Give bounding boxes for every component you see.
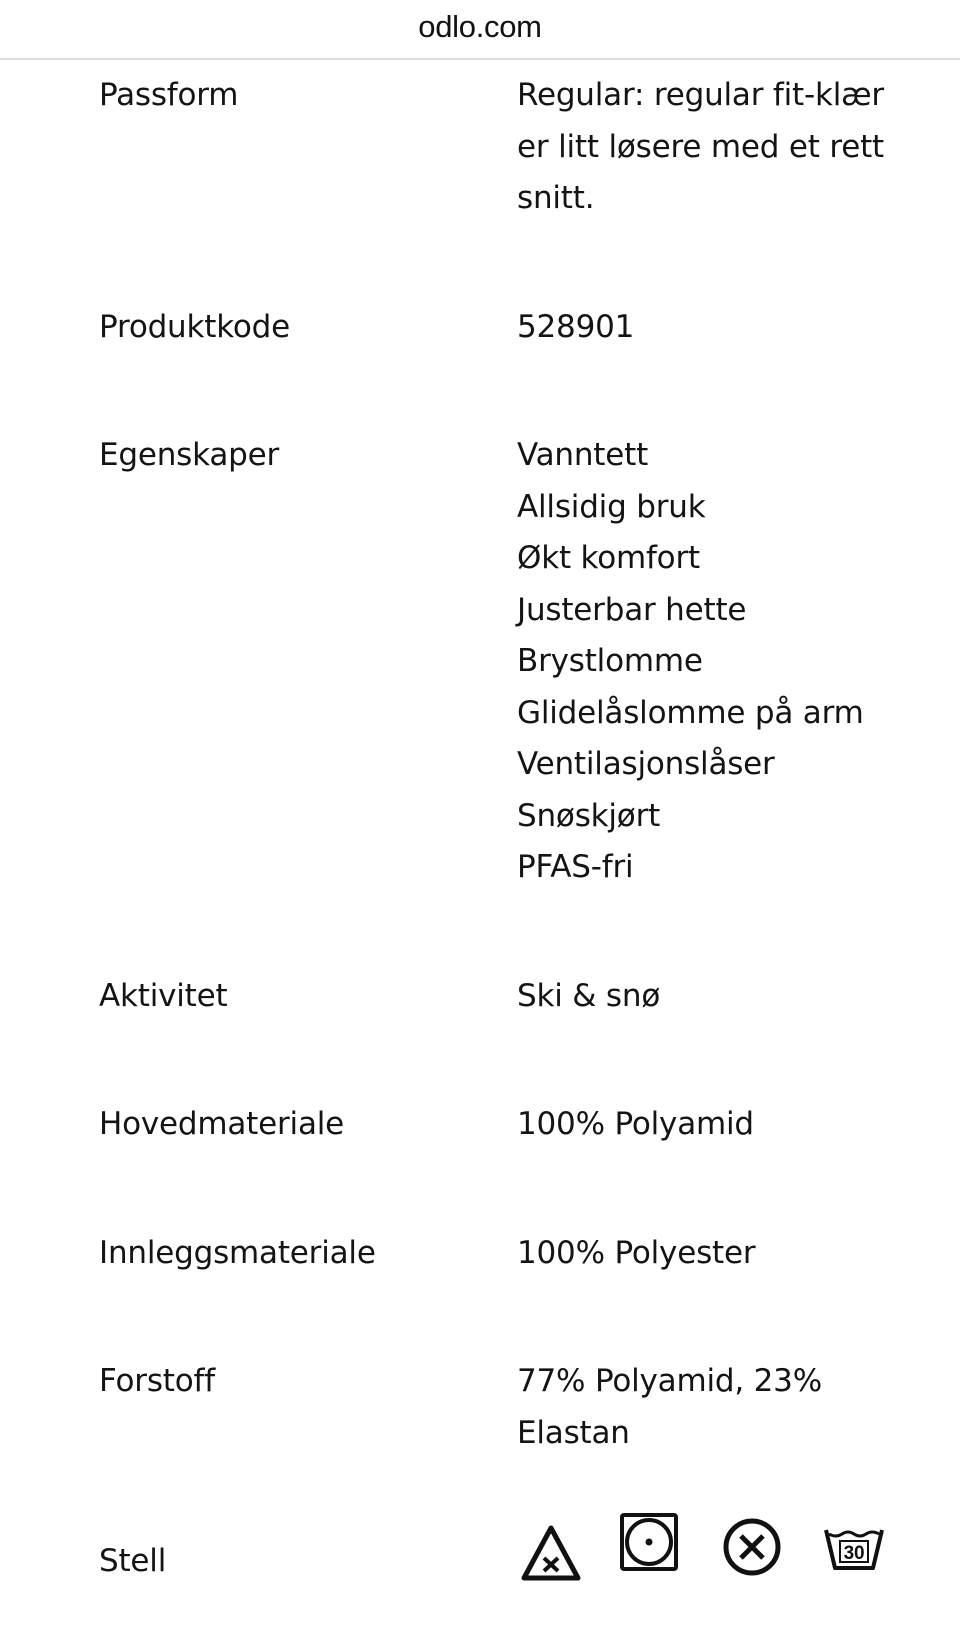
spec-row-forstoff	[99, 1356, 919, 1536]
feature-item: Justerbar hette	[517, 591, 747, 628]
spec-value: 77% Polyamid, 23% Elastan	[517, 1363, 822, 1451]
spec-label: Egenskaper	[99, 437, 280, 473]
feature-item: Glidelåslomme på arm	[517, 694, 864, 731]
spec-label: Forstoff	[99, 1363, 215, 1399]
no-dry-clean-icon	[721, 1516, 783, 1578]
browser-url-bar[interactable]	[0, 0, 960, 60]
spec-row-innleggsmateriale	[99, 1228, 919, 1357]
feature-item: Brystlomme	[517, 643, 703, 679]
spec-label: Innleggsmateriale	[99, 1234, 376, 1271]
feature-item: PFAS-fri	[517, 849, 634, 885]
spec-label: Produktkode	[99, 308, 290, 345]
url-text: odlo.com	[418, 8, 542, 44]
spec-label: Passform	[99, 77, 239, 113]
no-bleach-icon	[521, 1524, 581, 1582]
spec-label: Stell	[99, 1543, 167, 1579]
product-specs-table	[99, 70, 919, 1594]
spec-row-hovedmateriale	[99, 1099, 919, 1228]
spec-value: 528901	[517, 308, 635, 345]
feature-item: Vanntett	[517, 437, 649, 473]
feature-list	[517, 430, 919, 894]
spec-value: 100% Polyester	[517, 1234, 756, 1271]
spec-row-produktkode	[99, 302, 919, 431]
spec-row-egenskaper	[99, 430, 919, 971]
tumble-dry-low-icon	[619, 1512, 679, 1572]
svg-text:30: 30	[843, 1543, 865, 1564]
spec-value: Ski & snø	[517, 977, 661, 1014]
spec-label: Hovedmateriale	[99, 1106, 345, 1142]
spec-value: 100% Polyamid	[517, 1106, 754, 1142]
feature-item: Allsidig bruk	[517, 488, 706, 525]
spec-row-passform	[99, 70, 919, 302]
spec-label: Aktivitet	[99, 977, 228, 1014]
feature-item: Snøskjørt	[517, 797, 661, 834]
feature-item: Ventilasjonslåser	[517, 746, 775, 782]
spec-row-stell	[99, 1536, 919, 1594]
wash-30-icon	[823, 1524, 885, 1574]
feature-item: Økt komfort	[517, 540, 700, 576]
spec-value: Regular: regular fit-klær er litt løsere med et rett snitt.	[517, 77, 884, 216]
spec-row-aktivitet	[99, 971, 919, 1100]
care-icons	[517, 1536, 919, 1594]
